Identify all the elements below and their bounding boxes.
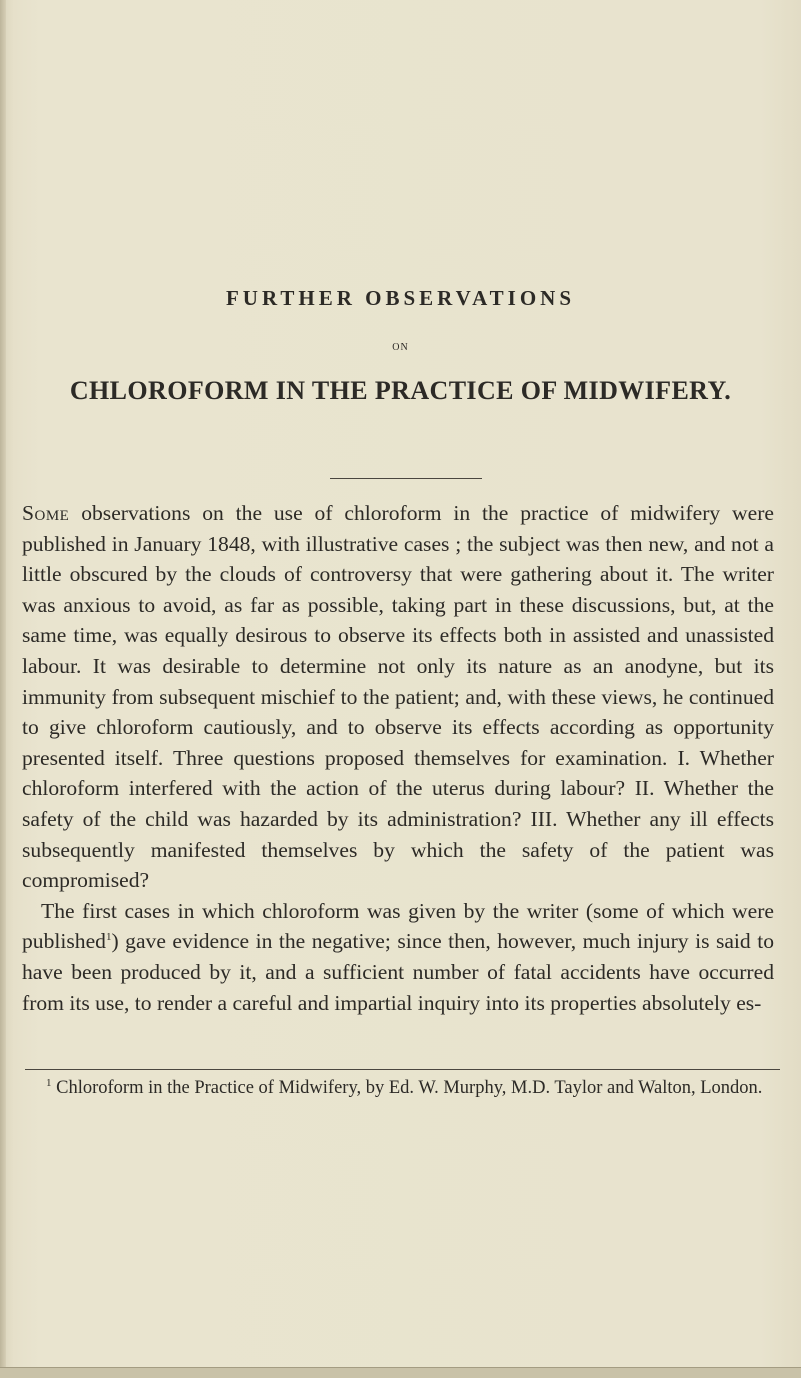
footnote-reference[interactable]: 1: [105, 931, 112, 944]
footnote-text: Chloroform in the Practice of Midwifery, by Ed. W. Murphy, M.D. Taylor and Walton, London.: [56, 1078, 763, 1098]
paragraph-2-text-b: ) gave evidence in the negative; since then, however, much injury is said to have been produced by it, and a sufficient number of fatal accidents have occurred from its use, to render a careful and impartial inquiry into its properties absolutely es-: [22, 929, 774, 1015]
title-line-2: ON: [392, 342, 409, 353]
title-divider: [330, 478, 482, 479]
footnote-divider: [25, 1069, 780, 1070]
paragraph-2-text-a: The first cases in which chloroform was given by the writer (some of which were published: [22, 898, 774, 954]
paragraph-2: [22, 896, 774, 1018]
paragraph-1: [22, 498, 774, 896]
page-bottom-edge: [0, 1367, 801, 1378]
paragraph-1-text: observations on the use of chloroform in the practice of midwifery were published in January 1848, with illustrative cases ; the subject was then new, and not a little obscured by the clouds of controversy that were gathering about it. The writer was anxious to avoid, as far as possible, taking part in these discussions, but, at the same time, was equally desirous to observe its effects both in assisted and unassisted labour. It was desirable to determine not only its nature as an anodyne, but its immunity from subsequent mischief to the patient; and, with these views, he continued to give chloroform cautiously, and to observe its effects according as opportunity presented itself. Three questions proposed themselves for examination. I. Whether chloroform interfered with the action of the uterus during labour? II. Whether the safety of the child was hazarded by its administration? III. Whether any ill effects subsequently manifested themselves by which the safety of the patient was compromised?: [22, 501, 774, 893]
title-line-3: CHLOROFORM IN THE PRACTICE OF MIDWIFERY.: [69, 376, 732, 405]
opening-word: Some: [22, 501, 70, 525]
title-line-1: FURTHER OBSERVATIONS: [225, 286, 576, 310]
page-spine-shadow: [0, 0, 6, 1378]
footnote-marker: 1: [46, 1076, 52, 1089]
footnote: [25, 1076, 780, 1100]
body-text: [22, 498, 774, 1018]
